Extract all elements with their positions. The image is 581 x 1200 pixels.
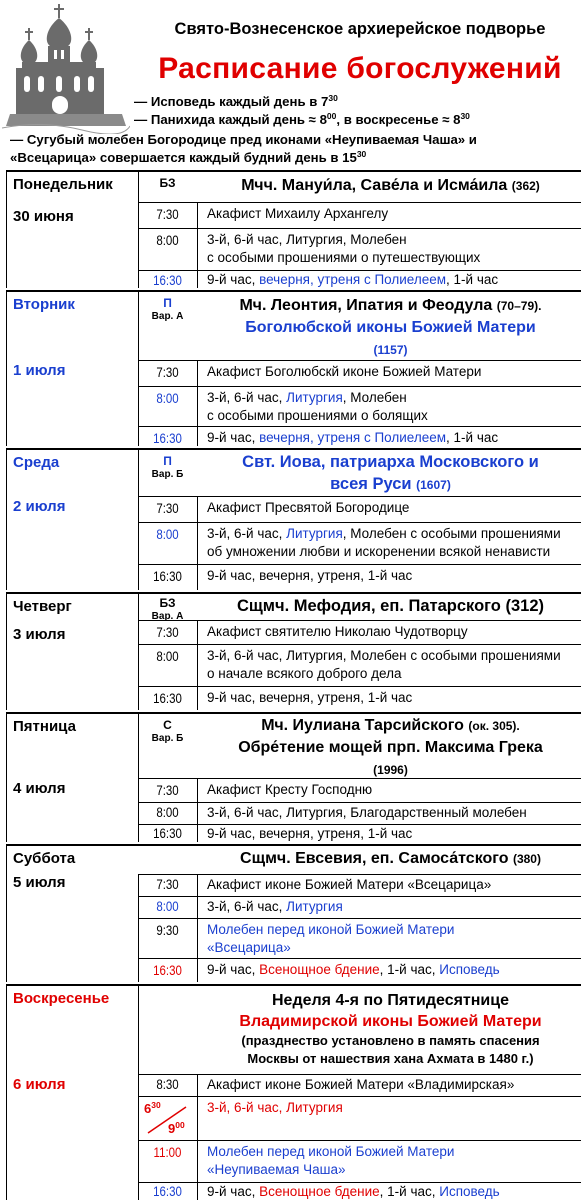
day-name: Понедельник (13, 176, 113, 193)
service-row (138, 958, 581, 984)
saint-title: Свт. Иова, патриарха Московского и всея Руси (1607) (242, 453, 539, 493)
day-wednesday (6, 448, 581, 590)
moleben-note-line2: «Всецарица» совершается каждый будний день в $15^{30}$ (10, 149, 367, 165)
service-time: 7:30 (156, 206, 179, 222)
day-thursday (6, 592, 581, 710)
service-time: 9:30 (156, 922, 179, 938)
day-date: 4 июля (13, 780, 66, 797)
service-desc: 9-й час, вечерня, утреня с Полиелеем, 1-й час (207, 272, 499, 287)
service-desc: Акафист Михаилу Архангелу (207, 206, 389, 221)
service-time: 8:00 (156, 232, 179, 248)
day-name: Суббота (13, 850, 76, 867)
service-row (138, 1182, 581, 1200)
saint-title: Сщмч. Мефодия, еп. Патарского (312) (236, 597, 545, 615)
service-row (138, 1096, 581, 1140)
service-row (138, 202, 581, 228)
service-row (138, 360, 581, 386)
service-time: 8:00 (156, 898, 179, 914)
saint-title: Сщмч. Евсевия, еп. Самоса́тского (380) (240, 850, 541, 867)
service-time: 16:30 (153, 272, 182, 288)
service-code: П Вар. А (151, 296, 184, 322)
service-time: 8:00 (156, 648, 179, 664)
service-row (138, 1140, 581, 1182)
service-row (138, 1074, 581, 1096)
service-row (138, 802, 581, 824)
day-name: Среда (13, 454, 60, 471)
service-time-split: $6^{30}$ $9^{00}$ (144, 1100, 185, 1136)
service-code: БЗ (159, 176, 176, 190)
service-time: 16:30 (153, 690, 182, 706)
service-code: БЗ Вар. А (151, 596, 184, 622)
day-date: 6 июля (13, 1076, 66, 1093)
service-desc: 9-й час, вечерня, утреня, 1-й час (207, 826, 413, 841)
moleben-note-line1: — Сугубый молебен Богородице пред иконами «Неупиваемая Чаша» и (10, 132, 477, 147)
day-name: Пятница (13, 718, 76, 735)
day-friday (6, 712, 581, 842)
service-time: 16:30 (153, 825, 182, 841)
service-time: 16:30 (153, 1183, 182, 1199)
service-desc: Молебен перед иконой Божией Матери «Всецарица» (207, 922, 455, 955)
day-name: Четверг (13, 598, 72, 615)
service-row (138, 496, 581, 522)
service-time: 7:30 (156, 876, 179, 892)
day-date: 30 июня (13, 208, 74, 225)
service-row (138, 270, 581, 290)
service-row (138, 620, 581, 644)
service-desc: Акафист Боголюбскй иконе Божией Матери (207, 364, 482, 379)
service-desc: 9-й час, вечерня, утреня с Полиелеем, 1-й час (207, 430, 499, 445)
day-name: Вторник (13, 296, 75, 313)
day-tuesday (6, 290, 581, 446)
service-desc: 3-й, 6-й час, Литургия (207, 899, 343, 914)
service-time: 7:30 (156, 500, 179, 516)
service-desc: 3-й, 6-й час, Литургия, Молебен с особыми прошениями об умножении любви и искоренении всякой ненависти (207, 526, 561, 559)
service-row (138, 386, 581, 426)
page-title: Расписание богослужений (158, 52, 562, 85)
org-name: Свято-Вознесенское архиерейское подворье (174, 20, 546, 38)
service-time: 8:30 (156, 1076, 179, 1092)
service-time: 11:00 (153, 1144, 182, 1160)
service-time: 16:30 (153, 962, 182, 978)
panikhida-note: — Панихида каждый день ≈ $8^{00}$, в воскресенье ≈ $8^{30}$ (134, 111, 470, 127)
day-saturday (6, 844, 581, 982)
service-row (138, 686, 581, 712)
day-date: 5 июля (13, 874, 66, 891)
service-desc: Акафист иконе Божией Матери «Всецарица» (207, 877, 492, 892)
service-desc: Молебен перед иконой Божией Матери «Неупиваемая Чаша» (207, 1144, 455, 1177)
service-row (138, 644, 581, 686)
service-desc: 9-й час, вечерня, утреня, 1-й час (207, 568, 413, 583)
day-date: 2 июля (13, 498, 66, 515)
service-desc: 9-й час, вечерня, утреня, 1-й час (207, 690, 413, 705)
service-time: 7:30 (156, 624, 179, 640)
service-row (138, 522, 581, 564)
service-desc: Акафист иконе Божией Матери «Владимирская» (207, 1077, 515, 1092)
service-desc: 9-й час, Всенощное бдение, 1-й час, Исповедь (207, 962, 500, 977)
service-time: 7:30 (156, 364, 179, 380)
service-row (138, 426, 581, 448)
day-sunday (6, 984, 581, 1200)
service-row (138, 778, 581, 802)
service-time: 16:30 (153, 430, 182, 446)
service-time: 8:00 (156, 390, 179, 406)
service-time: 7:30 (156, 782, 179, 798)
service-row (138, 874, 581, 896)
service-desc: 3-й, 6-й час, Литургия, Молебен с особыми прошениями о начале всякого доброго дела (207, 648, 561, 681)
service-desc: 3-й, 6-й час, Литургия, Молебен с особыми прошениями о болящих (207, 390, 428, 423)
service-desc: Акафист Кресту Господню (207, 782, 373, 797)
service-desc: 3-й, 6-й час, Литургия, Молебен с особыми прошениями о путешествующих (207, 232, 481, 265)
page-header (0, 0, 581, 170)
day-monday (6, 170, 581, 288)
service-time: 8:00 (156, 804, 179, 820)
service-desc: 9-й час, Всенощное бдение, 1-й час, Исповедь (207, 1184, 500, 1199)
service-desc: Акафист Пресвятой Богородице (207, 500, 410, 515)
day-name: Воскресенье (13, 990, 110, 1007)
service-row (138, 564, 581, 592)
service-row (138, 824, 581, 844)
saint-title: Неделя 4-я по Пятидесятнице Владимирской иконы Божией Матери (празднество установлено в память спасения Москвы от нашествия хана Ахмата в 1480 г.) (239, 992, 542, 1066)
service-row (138, 896, 581, 918)
church-logo-icon (2, 2, 130, 134)
service-code: С Вар. Б (151, 718, 184, 744)
service-desc: 3-й, 6-й час, Литургия (207, 1100, 343, 1115)
service-desc: 3-й, 6-й час, Литургия, Благодарственный молебен (207, 805, 527, 820)
saint-title: Мчч. Мануи́ла, Саве́ла и Исма́ила (362) (241, 177, 540, 194)
service-row (138, 228, 581, 270)
confession-note: — Исповедь каждый день в $7^{30}$ (134, 93, 338, 109)
service-time: 16:30 (153, 568, 182, 584)
saint-title: Мч. Леонтия, Ипатия и Феодула (70–79). Боголюбской иконы Божией Матери (1157) (239, 297, 542, 357)
day-date: 1 июля (13, 362, 66, 379)
service-time: 8:00 (156, 526, 179, 542)
service-desc: Акафист святителю Николаю Чудотворцу (207, 624, 468, 639)
saint-title: Мч. Иулиана Тарсийского (ок. 305). Обре́тение мощей прп. Максима Грека (1996) (238, 717, 543, 777)
service-code: П Вар. Б (151, 454, 184, 480)
service-row (138, 918, 581, 958)
day-date: 3 июля (13, 626, 66, 643)
